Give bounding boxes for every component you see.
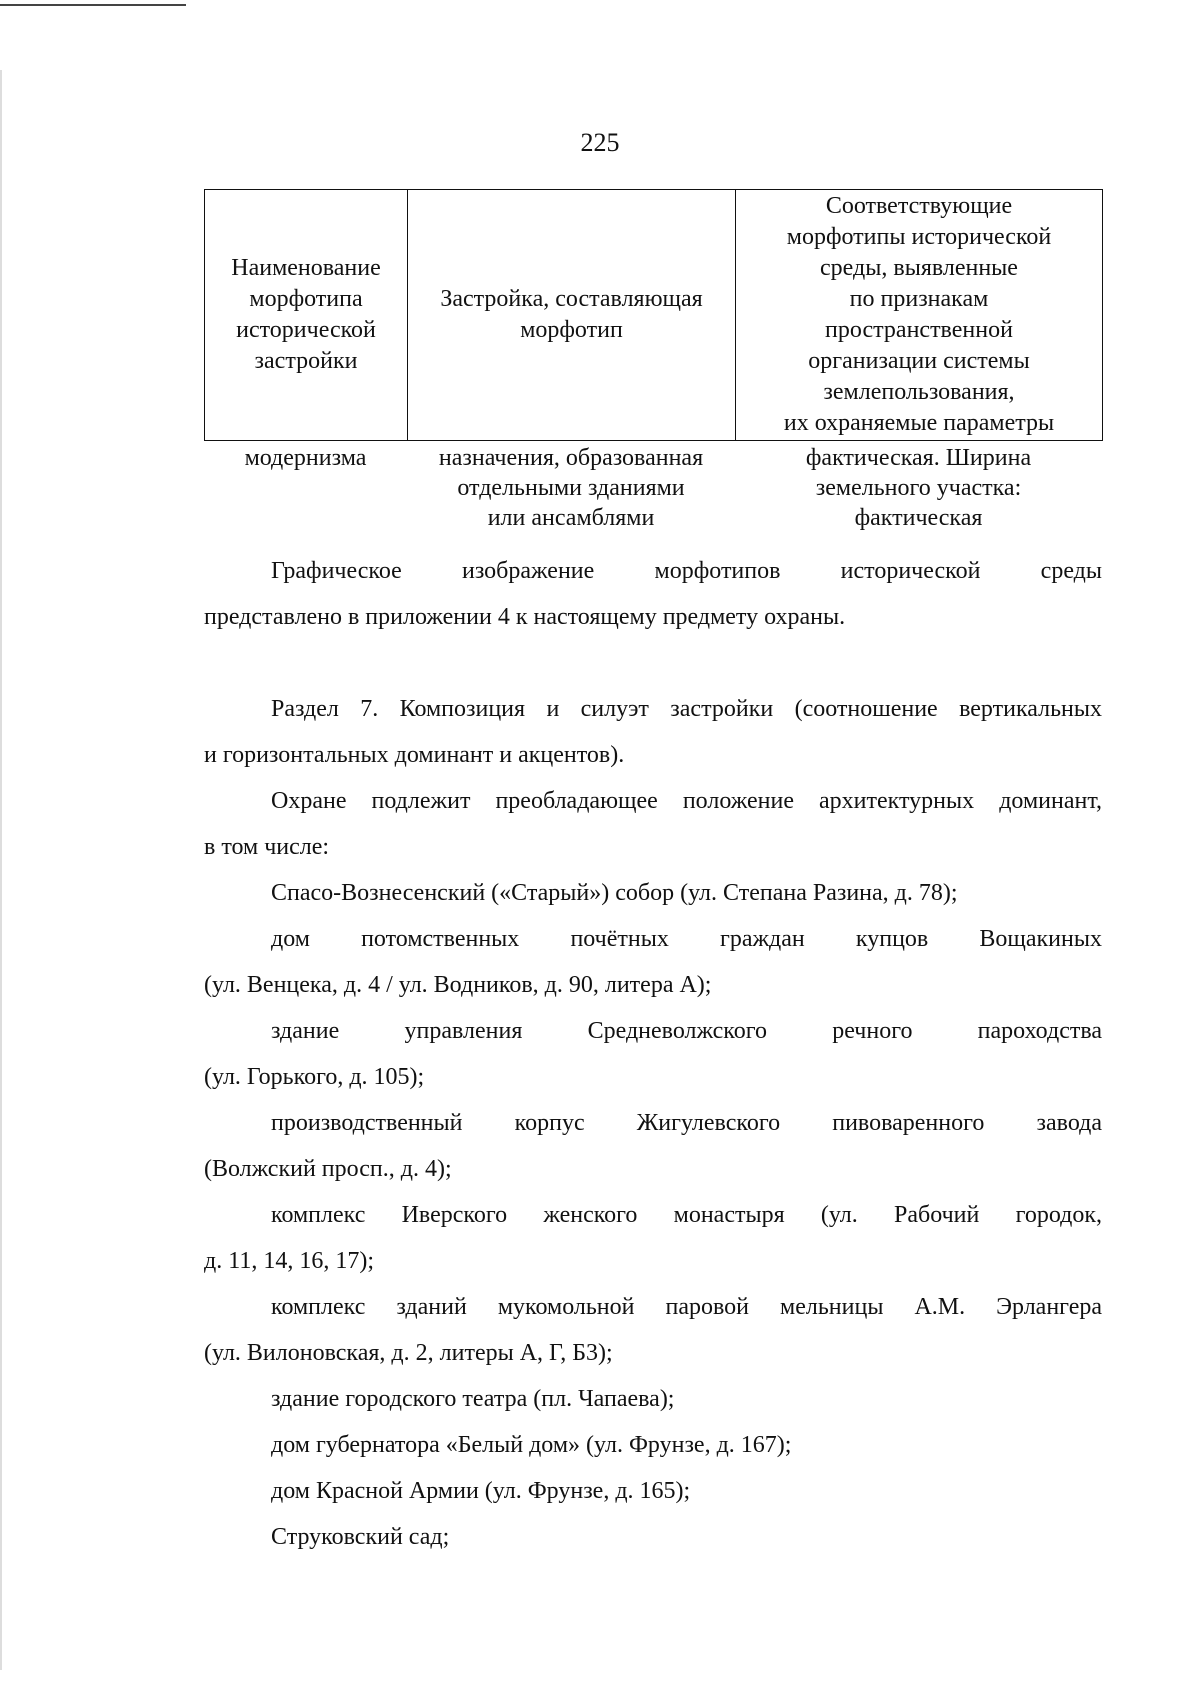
- morphotype-table-continuation: [204, 441, 1102, 533]
- paragraph-line: дом губернатора «Белый дом» (ул. Фрунзе, д. 167);: [271, 1432, 792, 1458]
- list-item: [204, 1192, 1102, 1284]
- list-item: [204, 1284, 1102, 1376]
- cell-line: модернизма: [244, 445, 367, 471]
- table-cell: [735, 441, 1102, 533]
- header-cell-morphotype-name: [205, 190, 408, 441]
- list-item: [204, 1008, 1102, 1100]
- table-row: [204, 441, 1102, 533]
- header-line: их охраняемые параметры: [783, 410, 1055, 436]
- paragraph-line: производственный корпус Жигулевского пивоваренного завода: [271, 1110, 1102, 1136]
- cell-line: или ансамблями: [487, 505, 655, 531]
- cell-line: фактическая. Ширина: [805, 445, 1032, 471]
- scan-edge-mark: [0, 4, 186, 6]
- list-item: [204, 916, 1102, 1008]
- paragraph-line: дом потомственных почётных граждан купцов Вощакиных: [271, 926, 1102, 952]
- section-7-heading: [204, 686, 1102, 778]
- list-item: [204, 1100, 1102, 1192]
- paragraph-line: (Волжский просп., д. 4);: [204, 1156, 452, 1182]
- header-line: морфотип: [520, 317, 623, 343]
- paragraph-line: д. 11, 14, 16, 17);: [204, 1248, 374, 1274]
- paragraph-line: Раздел 7. Композиция и силуэт застройки (соотношение вертикальных: [271, 696, 1102, 722]
- header-line: пространственной: [825, 317, 1013, 343]
- header-line: организации системы: [808, 348, 1030, 374]
- paragraph-line: здание городского театра (пл. Чапаева);: [271, 1386, 675, 1412]
- header-line: по признакам: [849, 286, 989, 312]
- paragraph-line: представлено в приложении 4 к настоящему предмету охраны.: [204, 604, 846, 630]
- cell-line: отдельными зданиями: [457, 475, 685, 501]
- header-cell-building: [408, 190, 736, 441]
- paragraph-line: комплекс зданий мукомольной паровой мельницы А.М. Эрлангера: [271, 1294, 1102, 1320]
- cell-line: назначения, образованная: [438, 445, 704, 471]
- cell-line: земельного участка:: [815, 475, 1022, 501]
- cell-line: фактическая: [854, 505, 983, 531]
- list-item: [204, 1468, 1102, 1514]
- page-number: 225: [580, 128, 620, 157]
- paragraph-line: и горизонтальных доминант и акцентов).: [204, 742, 625, 768]
- list-item: [204, 1422, 1102, 1468]
- header-line: землепользования,: [823, 379, 1015, 405]
- header-cell-environment: [736, 190, 1103, 441]
- table-header-row: [205, 190, 1103, 441]
- paragraph-line: (ул. Горького, д. 105);: [204, 1064, 425, 1090]
- paragraph-line: комплекс Иверского женского монастыря (ул. Рабочий городок,: [271, 1202, 1102, 1228]
- list-item: [204, 870, 1102, 916]
- paragraph-line: (ул. Венцека, д. 4 / ул. Водников, д. 90, литера А);: [204, 972, 712, 998]
- list-item: [204, 1514, 1102, 1560]
- table-cell: [204, 441, 407, 533]
- header-line: среды, выявленные: [820, 255, 1018, 281]
- table-cell: [407, 441, 735, 533]
- header-line: морфотипы исторической: [786, 224, 1052, 250]
- list-item: [204, 1376, 1102, 1422]
- paragraph-line: Охране подлежит преобладающее положение архитектурных доминант,: [271, 788, 1102, 814]
- header-line: Соответствующие: [825, 193, 1013, 219]
- header-line: Наименование: [231, 255, 381, 281]
- paragraph-line: здание управления Средневолжского речного пароходства: [271, 1018, 1102, 1044]
- paragraph-line: дом Красной Армии (ул. Фрунзе, д. 165);: [271, 1478, 691, 1504]
- paragraph-line: (ул. Вилоновская, д. 2, литеры А, Г, Б3);: [204, 1340, 613, 1366]
- scan-edge-shadow: [0, 70, 2, 1670]
- morphotype-table-header: [204, 189, 1103, 441]
- header-line: застройки: [254, 348, 358, 374]
- paragraph-line: Струковский сад;: [271, 1524, 450, 1550]
- paragraph-line: в том числе:: [204, 834, 330, 860]
- header-line: Застройка, составляющая: [440, 286, 703, 312]
- header-line: исторической: [236, 317, 376, 343]
- graphic-paragraph: [204, 548, 1102, 640]
- header-line: морфотипа: [249, 286, 363, 312]
- paragraph-line: Спасо-Вознесенский («Старый») собор (ул. Степана Разина, д. 78);: [271, 880, 958, 906]
- protection-paragraph: [204, 778, 1102, 870]
- paragraph-line: Графическое изображение морфотипов исторической среды: [271, 558, 1102, 584]
